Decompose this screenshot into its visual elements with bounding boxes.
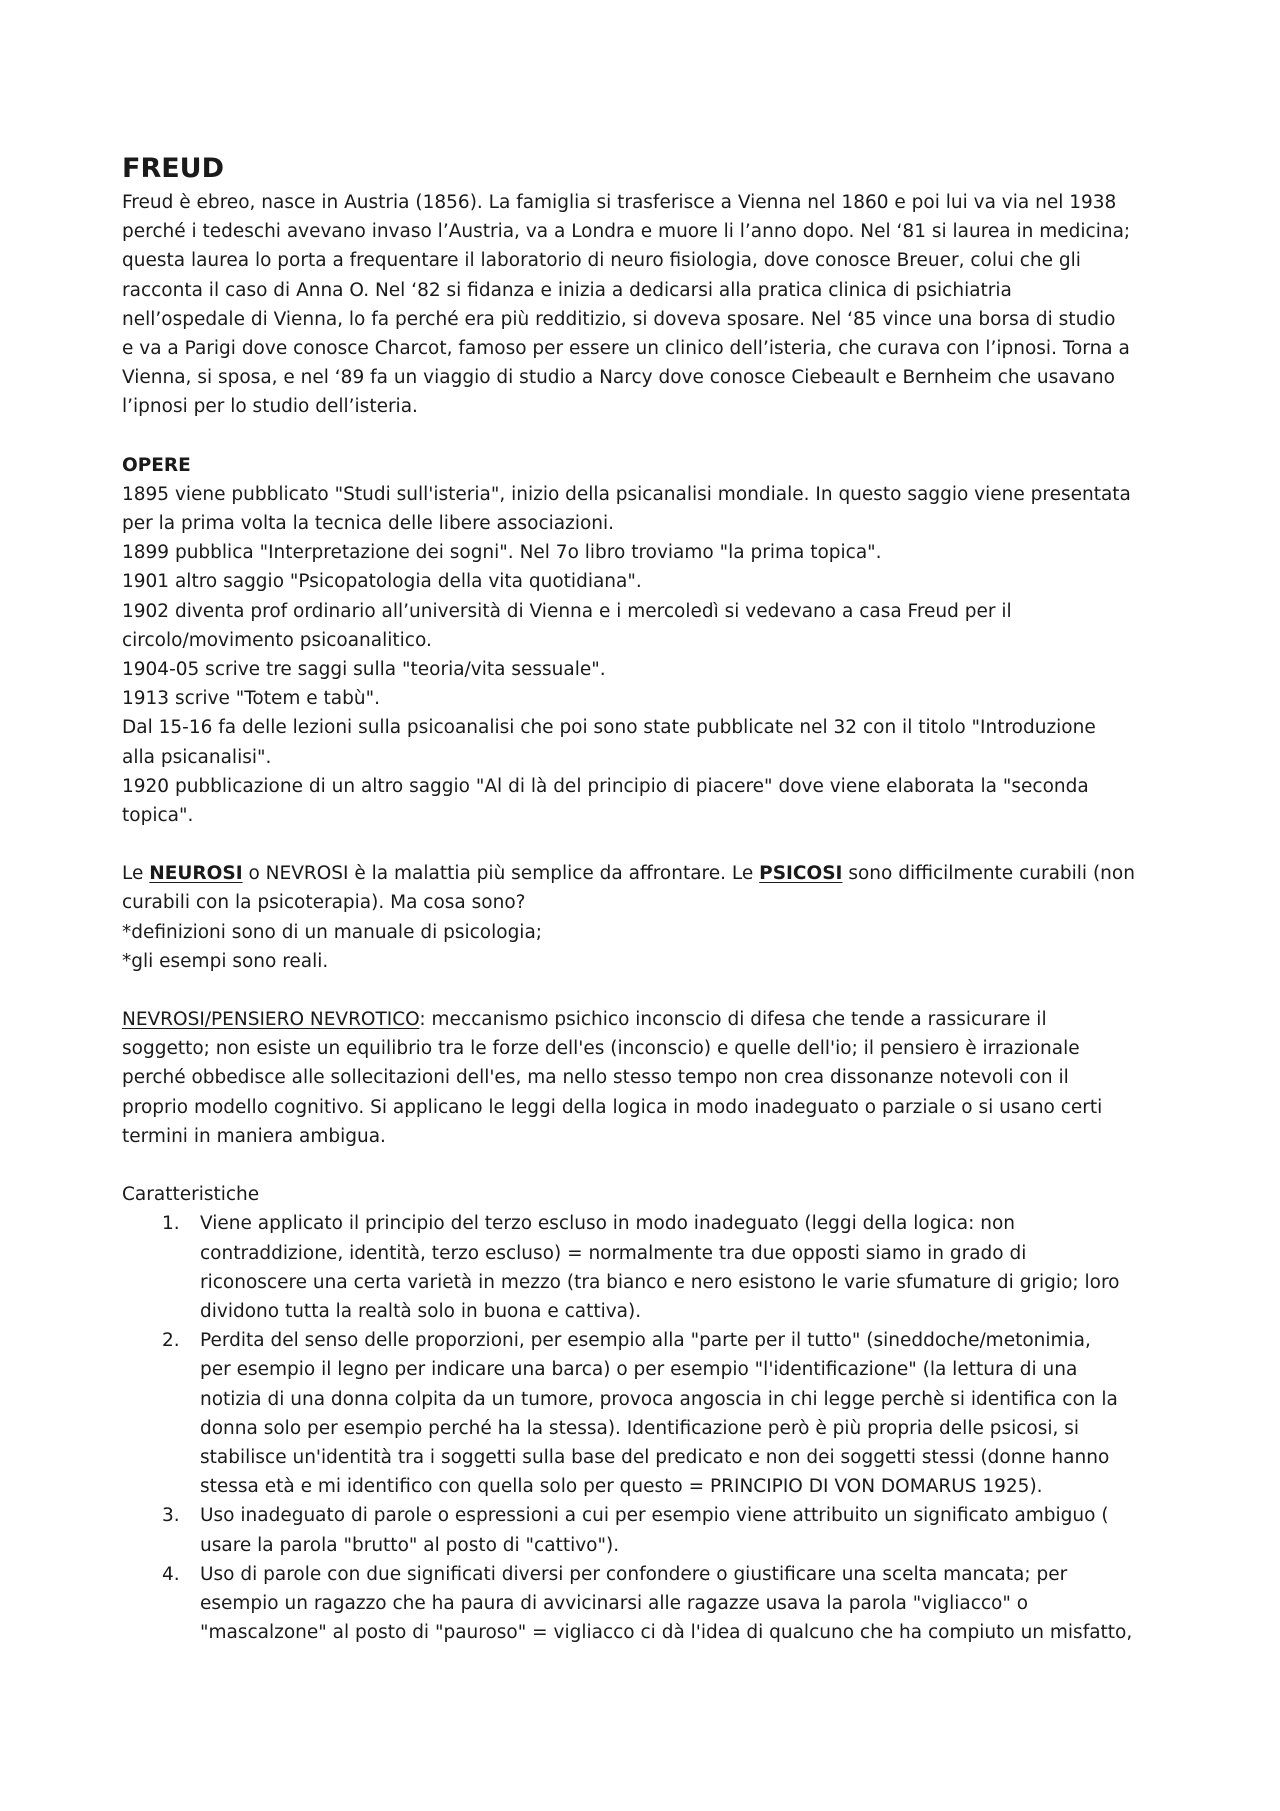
- text-line: topica".: [122, 805, 194, 827]
- list-number: 4.: [162, 1563, 180, 1585]
- footnote-line: *definizioni sono di un manuale di psicologia;: [122, 921, 543, 943]
- text-line: [122, 859, 1182, 888]
- text-line: Viene applicato il principio del terzo escluso in modo inadeguato (leggi della logica: non: [200, 1213, 1015, 1235]
- text-fragment: o NEVROSI è la malattia più semplice da affrontare. Le: [248, 863, 754, 885]
- opere-paragraph: [122, 480, 1182, 830]
- list-number: 1.: [162, 1213, 180, 1235]
- text-line: l’ipnosi per lo studio dell’isteria.: [122, 396, 418, 418]
- list-item: [122, 1209, 1182, 1326]
- list-number: 2.: [162, 1330, 180, 1352]
- text-line: termini in maniera ambigua.: [122, 1125, 386, 1147]
- caratteristiche-list: [122, 1209, 1182, 1647]
- list-item: [122, 1501, 1182, 1559]
- text-line: usare la parola "brutto" al posto di "cattivo").: [200, 1534, 620, 1556]
- text-fragment: Le: [122, 863, 144, 885]
- footnote-line: *gli esempi sono reali.: [122, 950, 329, 972]
- text-line: alla psicanalisi".: [122, 746, 272, 768]
- text-line: soggetto; non esiste un equilibrio tra le forze dell'es (inconscio) e quelle dell'io; il pensiero è irrazionale: [122, 1038, 1080, 1060]
- text-line: 1904-05 scrive tre saggi sulla "teoria/vita sessuale".: [122, 659, 606, 681]
- document-page: [122, 152, 1182, 1647]
- list-number: 3.: [162, 1505, 180, 1527]
- opere-heading: OPERE: [122, 454, 191, 476]
- text-line: donna solo per esempio perché ha la stessa). Identificazione però è più propria delle psicosi, si: [200, 1417, 1080, 1439]
- text-line: e va a Parigi dove conosce Charcot, famoso per essere un clinico dell’isteria, che curava con l’ipnosi. Torna a: [122, 338, 1130, 360]
- nevrosi-definition: [122, 1005, 1182, 1151]
- neurosi-paragraph: [122, 859, 1182, 976]
- text-line: esempio un ragazzo che ha paura di avvicinarsi alle ragazze usava la parola "vigliacco" o: [200, 1592, 1029, 1614]
- text-line: per la prima volta la tecnica delle libere associazioni.: [122, 513, 615, 535]
- text-line: Uso di parole con due significati diversi per confondere o giustificare una scelta mancata; per: [200, 1563, 1068, 1585]
- spacer: [122, 1151, 1182, 1180]
- text-line: questa laurea lo porta a frequentare il laboratorio di neuro fisiologia, dove conosce Breuer, colui che gli: [122, 250, 1081, 272]
- nevrosi-term: NEVROSI/PENSIERO NEVROTICO: [122, 1009, 420, 1031]
- text-line: Vienna, si sposa, e nel ‘89 fa un viaggio di studio a Narcy dove conosce Ciebeault e Bernheim che usavano: [122, 367, 1115, 389]
- psicosi-term: PSICOSI: [759, 863, 843, 885]
- spacer: [122, 422, 1182, 451]
- text-line: Dal 15-16 fa delle lezioni sulla psicoanalisi che poi sono state pubblicate nel 32 con il titolo "Introduzione: [122, 717, 1096, 739]
- text-fragment: sono difficilmente curabili (non: [848, 863, 1135, 885]
- text-fragment: : meccanismo psichico inconscio di difesa che tende a rassicurare il: [419, 1009, 1047, 1031]
- page-title: FREUD: [122, 153, 225, 184]
- text-line: riconoscere una certa varietà in mezzo (tra bianco e nero esistono le varie sfumature di grigio; loro: [200, 1271, 1120, 1293]
- text-line: per esempio il legno per indicare una barca) o per esempio "l'identificazione" (la lettura di una: [200, 1359, 1078, 1381]
- caratteristiche-heading: Caratteristiche: [122, 1184, 260, 1206]
- text-line: perché obbedisce alle sollecitazioni dell'es, ma nello stesso tempo non crea dissonanze notevoli con il: [122, 1067, 1069, 1089]
- text-line: Perdita del senso delle proporzioni, per esempio alla "parte per il tutto" (sineddoche/metonimia,: [200, 1330, 1091, 1352]
- text-line: stessa età e mi identifico con quella solo per questo = PRINCIPIO DI VON DOMARUS 1925).: [200, 1476, 1043, 1498]
- text-line: dividono tutta la realtà solo in buona e cattiva).: [200, 1300, 642, 1322]
- text-line: 1902 diventa prof ordinario all’università di Vienna e i mercoledì si vedevano a casa Freud per il: [122, 600, 1012, 622]
- text-line: notizia di una donna colpita da un tumore, provoca angoscia in chi legge perchè si identifica con la: [200, 1388, 1118, 1410]
- neurosi-term: NEUROSI: [149, 863, 243, 885]
- text-line: 1899 pubblica "Interpretazione dei sogni". Nel 7o libro troviamo "la prima topica".: [122, 542, 882, 564]
- text-line: Freud è ebreo, nasce in Austria (1856). La famiglia si trasferisce a Vienna nel 1860 e poi lui va via nel 1938: [122, 192, 1117, 213]
- text-line: circolo/movimento psicoanalitico.: [122, 629, 432, 651]
- text-line: [122, 1005, 1182, 1034]
- spacer: [122, 830, 1182, 859]
- text-line: curabili con la psicoterapia). Ma cosa sono?: [122, 892, 526, 914]
- intro-paragraph: [122, 188, 1182, 422]
- text-line: 1913 scrive "Totem e tabù".: [122, 688, 380, 710]
- text-line: nell’ospedale di Vienna, lo fa perché era più redditizio, si doveva sposare. Nel ‘85 vince una borsa di studio: [122, 308, 1116, 330]
- spacer: [122, 976, 1182, 1005]
- text-line: contraddizione, identità, terzo escluso) = normalmente tra due opposti siamo in grado di: [200, 1242, 1027, 1264]
- text-line: racconta il caso di Anna O. Nel ‘82 si fidanza e inizia a dedicarsi alla pratica clinica di psichiatria: [122, 279, 1012, 301]
- text-line: Uso inadeguato di parole o espressioni a cui per esempio viene attribuito un significato ambiguo (: [200, 1505, 1109, 1527]
- text-line: proprio modello cognitivo. Si applicano le leggi della logica in modo inadeguato o parziale o si usano certi: [122, 1096, 1103, 1118]
- text-line: 1895 viene pubblicato "Studi sull'isteria", inizio della psicanalisi mondiale. In questo saggio viene presentata: [122, 483, 1131, 505]
- text-line: stabilisce un'identità tra i soggetti sulla base del predicato e non dei soggetti stessi (donne hanno: [200, 1446, 1110, 1468]
- text-line: perché i tedeschi avevano invaso l’Austria, va a Londra e muore li l’anno dopo. Nel ‘81 si laurea in medicina;: [122, 221, 1131, 243]
- text-line: "mascalzone" al posto di "pauroso" = vigliacco ci dà l'idea di qualcuno che ha compiuto un misfatto,: [200, 1622, 1133, 1644]
- text-line: 1901 altro saggio "Psicopatologia della vita quotidiana".: [122, 571, 642, 593]
- list-item: [122, 1326, 1182, 1501]
- text-line: 1920 pubblicazione di un altro saggio "Al di là del principio di piacere" dove viene elaborata la "seconda: [122, 775, 1089, 797]
- list-item: [122, 1560, 1182, 1648]
